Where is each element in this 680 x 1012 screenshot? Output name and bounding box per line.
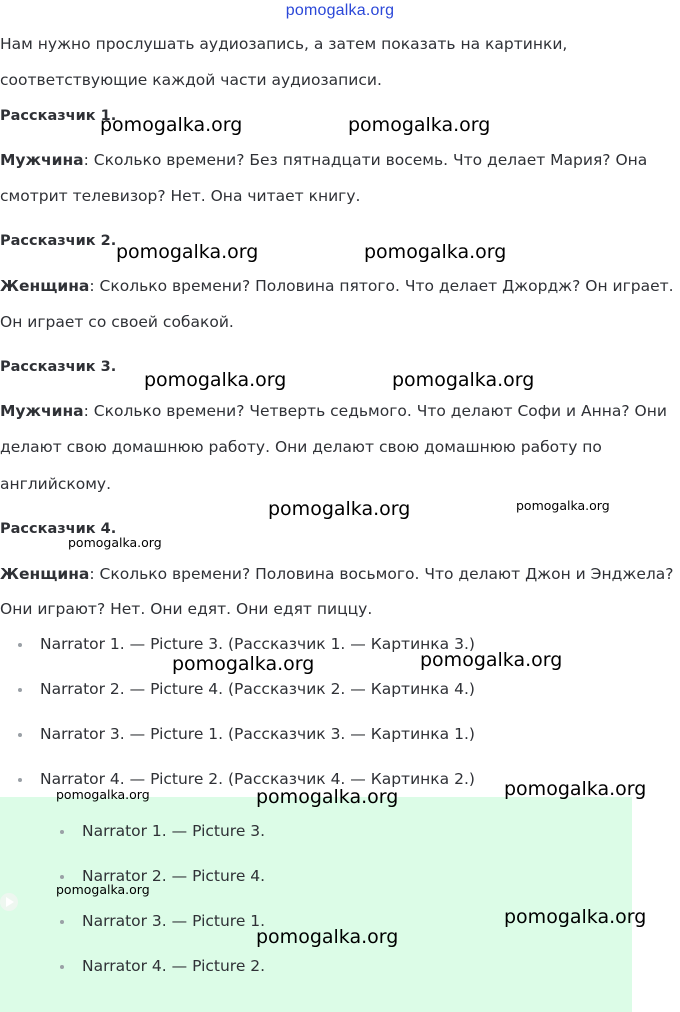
panel-answer-text: Narrator 4. — Picture 2. — [82, 957, 266, 975]
watermark: pomogalka.org — [68, 535, 162, 550]
watermark: pomogalka.org — [100, 114, 243, 136]
narrator-4-speaker: Женщина — [0, 565, 90, 583]
narrator-3-line-1 — [0, 393, 680, 429]
narrator-3-label: Рассказчик 3. — [0, 359, 117, 375]
panel-answer-text: Narrator 1. — Picture 3. — [82, 822, 266, 840]
narrator-2-speaker: Женщина — [0, 277, 90, 295]
list-item — [0, 667, 680, 712]
watermark: pomogalka.org — [348, 114, 491, 136]
narrator-1-line-1 — [0, 142, 680, 178]
watermark: pomogalka.org — [256, 926, 399, 948]
answer-text: Narrator 2. — Picture 4. (Рассказчик 2. — Картинка 4.) — [40, 680, 475, 698]
watermark: pomogalka.org — [256, 786, 399, 808]
narrator-2-text: : Сколько времени? Половина пятого. Что делает Джордж? Он играет. — [89, 277, 674, 295]
narrator-1-speaker: Мужчина — [0, 151, 84, 169]
panel-answer-text: Narrator 3. — Picture 1. — [82, 912, 266, 930]
answer-list — [0, 622, 680, 802]
site-header-link[interactable]: pomogalka.org — [285, 2, 395, 19]
answer-text: Narrator 3. — Picture 1. (Рассказчик 3. — Картинка 1.) — [40, 725, 475, 743]
narrator-4-line-2: Они играют? Нет. Они едят. Они едят пиццу. — [0, 600, 373, 618]
list-item — [0, 712, 680, 757]
bullet-icon — [60, 965, 64, 969]
narrator-2-line-2: Он играет со своей собакой. — [0, 313, 234, 331]
narrator-1-label: Рассказчик 1. — [0, 108, 117, 124]
narrator-1-line-2: смотрит телевизор? Нет. Она читает книгу. — [0, 187, 361, 205]
watermark: pomogalka.org — [56, 882, 150, 897]
watermark: pomogalka.org — [172, 653, 315, 675]
watermark: pomogalka.org — [420, 649, 563, 671]
bullet-icon — [18, 733, 22, 737]
watermark: pomogalka.org — [516, 498, 610, 513]
watermark: pomogalka.org — [504, 906, 647, 928]
watermark: pomogalka.org — [392, 369, 535, 391]
list-item — [0, 622, 680, 667]
bullet-icon — [60, 920, 64, 924]
list-item — [0, 944, 632, 989]
watermark: pomogalka.org — [504, 778, 647, 800]
watermark: pomogalka.org — [116, 241, 259, 263]
narrator-2-line-1 — [0, 268, 680, 304]
narrator-2-label: Рассказчик 2. — [0, 233, 117, 249]
answer-panel — [0, 797, 632, 1012]
narrator-4-label: Рассказчик 4. — [0, 521, 117, 537]
bullet-icon — [60, 830, 64, 834]
bullet-icon — [18, 688, 22, 692]
intro-line-2: соответствующие каждой части аудиозаписи. — [0, 71, 382, 89]
watermark: pomogalka.org — [268, 498, 411, 520]
panel-answer-list — [0, 809, 632, 989]
narrator-1-text: : Сколько времени? Без пятнадцати восемь. Что делает Мария? Она — [83, 151, 648, 169]
answer-text: Narrator 1. — Picture 3. (Рассказчик 1. — Картинка 3.) — [40, 635, 475, 653]
list-item — [0, 809, 632, 854]
intro-line-1: Нам нужно прослушать аудиозапись, а затем показать на картинки, — [0, 35, 568, 53]
watermark: pomogalka.org — [56, 787, 150, 802]
bullet-icon — [18, 643, 22, 647]
panel-answer-text: Narrator 2. — Picture 4. — [82, 867, 266, 885]
narrator-4-text: : Сколько времени? Половина восьмого. Что делают Джон и Энджела? — [89, 565, 674, 583]
narrator-3-speaker: Мужчина — [0, 402, 84, 420]
watermark: pomogalka.org — [144, 369, 287, 391]
narrator-3-line-2: делают свою домашнюю работу. Они делают свою домашнюю работу по — [0, 438, 602, 456]
bullet-icon — [18, 778, 22, 782]
narrator-4-line-1 — [0, 556, 680, 592]
narrator-3-line-3: английскому. — [0, 475, 111, 493]
watermark: pomogalka.org — [364, 241, 507, 263]
answer-text: Narrator 4. — Picture 2. (Рассказчик 4. — Картинка 2.) — [40, 770, 475, 788]
bullet-icon — [60, 875, 64, 879]
narrator-3-text: : Сколько времени? Четверть седьмого. Что делают Софи и Анна? Они — [83, 402, 667, 420]
